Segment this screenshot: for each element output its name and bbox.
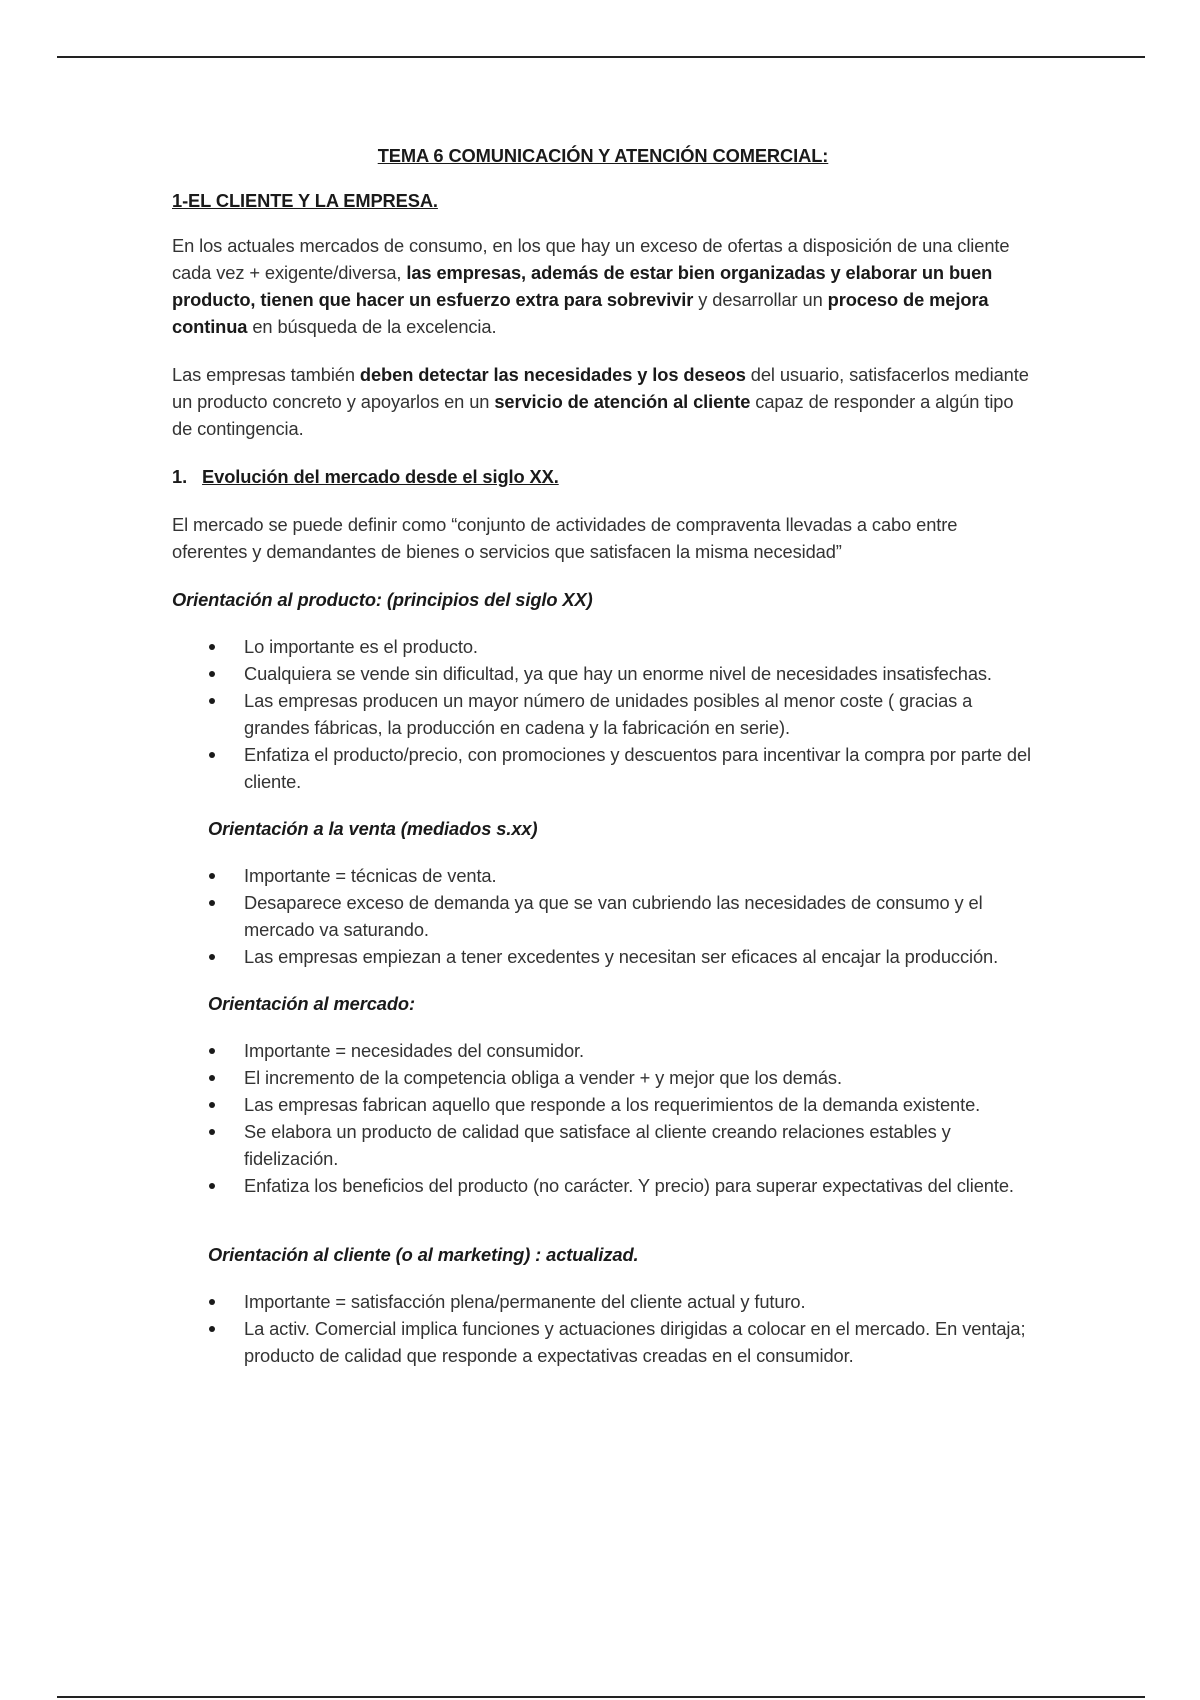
subsection-label: Evolución del mercado desde el siglo XX. (202, 466, 559, 487)
bold-run: las empresas, además de estar bien organizadas y elaborar un buen producto, tienen que hacer un esfuerzo extra para sobrevivir (172, 262, 993, 310)
bullet-icon (209, 752, 215, 758)
list-item (172, 1037, 1034, 1064)
list-item (172, 687, 1034, 741)
paragraph-market-definition: El mercado se puede definir como “conjunto de actividades de compraventa llevadas a cabo entre oferentes y demandantes de bienes o servicios que satisfacen la misma necesidad” (172, 514, 958, 562)
orientation-heading-product: Orientación al producto: (principios del siglo XX) (172, 589, 593, 610)
bullet-icon (209, 954, 215, 960)
list-item-text: Importante = satisfacción plena/permanente del cliente actual y futuro. (244, 1291, 806, 1312)
list-item-text: Importante = técnicas de venta. (244, 865, 497, 886)
bold-run: proceso de mejora continua (172, 289, 989, 337)
bullet-icon (209, 644, 215, 650)
subsection-number: 1. (172, 466, 188, 487)
bullet-icon (209, 1129, 215, 1135)
list-item-text: Las empresas producen un mayor número de unidades posibles al menor coste ( gracias a grandes fábricas, la producción en cadena y la fabricación en serie). (244, 690, 973, 738)
list-item-text: Lo importante es el producto. (244, 636, 478, 657)
list-item-text: Desaparece exceso de demanda ya que se van cubriendo las necesidades de consumo y el mercado va saturando. (244, 892, 983, 940)
list-item (172, 1064, 1034, 1091)
orientation-heading-market: Orientación al mercado: (208, 993, 415, 1014)
paragraph-needs (172, 361, 1034, 442)
top-rule (57, 56, 1145, 58)
list-item-text: Cualquiera se vende sin dificultad, ya que hay un enorme nivel de necesidades insatisfechas. (244, 663, 992, 684)
bullet-list-product (172, 633, 1034, 795)
text-run: en búsqueda de la excelencia. (247, 316, 497, 337)
orientation-heading-sales: Orientación a la venta (mediados s.xx) (208, 818, 538, 839)
list-item-text: Las empresas empiezan a tener excedentes y necesitan ser eficaces al encajar la producción. (244, 946, 999, 967)
list-item (172, 633, 1034, 660)
list-item-text: Enfatiza los beneficios del producto (no carácter. Y precio) para superar expectativas del cliente. (244, 1175, 1014, 1196)
list-item-text: Enfatiza el producto/precio, con promociones y descuentos para incentivar la compra por parte del cliente. (244, 744, 1031, 792)
orientation-heading-customer: Orientación al cliente (o al marketing) : actualizad. (208, 1244, 639, 1265)
list-item (172, 862, 1034, 889)
list-item-text: Las empresas fabrican aquello que responde a los requerimientos de la demanda existente. (244, 1094, 981, 1115)
bullet-icon (209, 873, 215, 879)
bullet-icon (209, 1299, 215, 1305)
bottom-rule (57, 1696, 1145, 1698)
subsection-heading (172, 463, 1034, 490)
bullet-list-sales (172, 862, 1034, 970)
list-item (172, 943, 1034, 970)
bullet-icon (209, 698, 215, 704)
spacer (172, 1219, 1034, 1241)
bullet-icon (209, 1048, 215, 1054)
bold-run: servicio de atención al cliente (494, 391, 751, 412)
bullet-icon (209, 1326, 215, 1332)
text-run: capaz de responder a algún tipo de contingencia. (172, 391, 1014, 439)
text-run: En los actuales mercados de consumo, en los que hay un exceso de ofertas a disposición de una cliente cada vez + exigente/diversa, (172, 235, 1010, 283)
list-item-text: Se elabora un producto de calidad que satisface al cliente creando relaciones estables y fidelización. (244, 1121, 951, 1169)
list-item (172, 1315, 1034, 1369)
text-run: Las empresas también (172, 364, 360, 385)
list-item (172, 741, 1034, 795)
bullet-icon (209, 1183, 215, 1189)
list-item-text: La activ. Comercial implica funciones y actuaciones dirigidas a colocar en el mercado. En ventaja; producto de calidad que responde a expectativas creadas en el consumidor. (244, 1318, 1026, 1366)
text-run: y desarrollar un (693, 289, 828, 310)
document-title: TEMA 6 COMUNICACIÓN Y ATENCIÓN COMERCIAL: (377, 145, 829, 166)
list-item-text: El incremento de la competencia obliga a vender + y mejor que los demás. (244, 1067, 842, 1088)
list-item (172, 1118, 1034, 1172)
bullet-list-market (172, 1037, 1034, 1199)
bullet-list-customer (172, 1288, 1034, 1369)
bullet-icon (209, 900, 215, 906)
list-item (172, 1172, 1034, 1199)
list-item (172, 660, 1034, 687)
list-item (172, 889, 1034, 943)
bullet-icon (209, 1075, 215, 1081)
list-item-text: Importante = necesidades del consumidor. (244, 1040, 584, 1061)
paragraph-intro (172, 232, 1034, 340)
document-body (172, 142, 1034, 1389)
bullet-icon (209, 1102, 215, 1108)
text-run: del usuario, satisfacerlos mediante un producto concreto y apoyarlos en un (172, 364, 1029, 412)
section-heading: 1-EL CLIENTE Y LA EMPRESA. (172, 190, 438, 211)
bold-run: deben detectar las necesidades y los deseos (359, 364, 746, 385)
list-item (172, 1091, 1034, 1118)
list-item (172, 1288, 1034, 1315)
bullet-icon (209, 671, 215, 677)
